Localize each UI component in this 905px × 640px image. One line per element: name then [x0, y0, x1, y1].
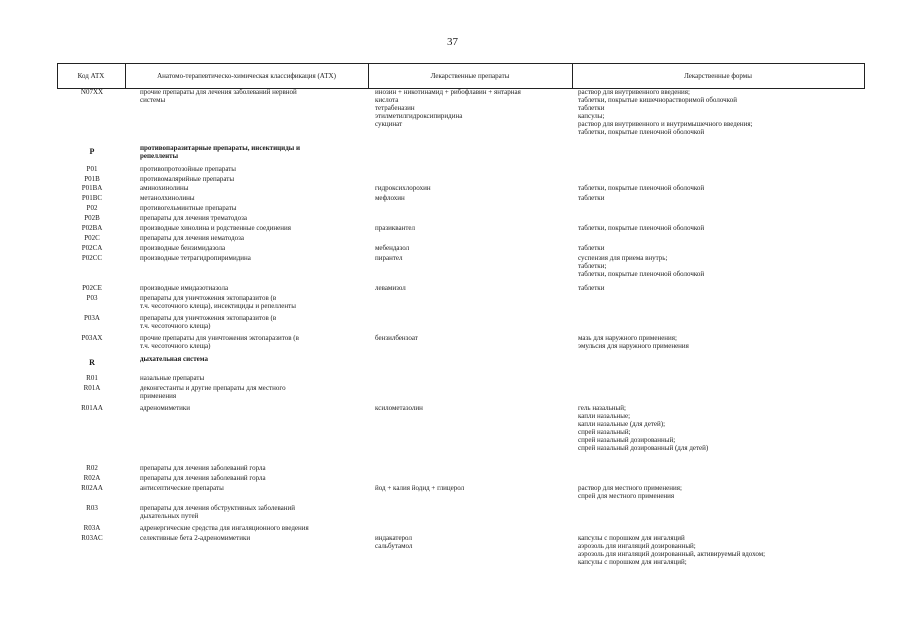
- atc-class-line: т.ч. чесоточного клеща): [140, 342, 211, 350]
- dosage-form: [578, 484, 858, 500]
- atc-class-line: системы: [140, 96, 166, 104]
- dosage-form-line: аэрозоль для ингаляций дозированный, активируемый вдохом;: [578, 550, 766, 558]
- dosage-form-line: раствор для внутривенного и внутримышечного введения;: [578, 120, 753, 128]
- atc-code: P01BC: [81, 194, 103, 202]
- atc-code: R02AA: [81, 484, 103, 492]
- atc-class: [140, 284, 345, 292]
- dosage-form-line: таблетки, покрытые пленочной оболочкой: [578, 270, 705, 278]
- atc-code: P01B: [84, 175, 100, 183]
- atc-class-line: производные тетрагидропиримидина: [140, 254, 251, 262]
- drug-name: [375, 484, 565, 492]
- drug-name-line: ксилометазолин: [375, 404, 423, 412]
- col-divider: [864, 63, 865, 88]
- atc-class: [140, 384, 345, 400]
- drug-name: [375, 194, 565, 202]
- drug-name-line: пирантел: [375, 254, 403, 262]
- atc-code: R02A: [83, 474, 101, 482]
- atc-class-line: селективные бета 2-адреномиметики: [140, 534, 251, 542]
- dosage-form-line: эмульсия для наружного применения: [578, 342, 689, 350]
- dosage-form-line: суспензия для приема внутрь;: [578, 254, 668, 262]
- atc-class: [140, 484, 345, 492]
- section-letter: R: [89, 358, 95, 367]
- dosage-form-line: таблетки, покрытые пленочной оболочкой: [578, 128, 705, 136]
- dosage-form-line: спрей для местного применения: [578, 492, 675, 500]
- drug-name-line: мебендазол: [375, 244, 410, 252]
- atc-class-line: аминохинолины: [140, 184, 189, 192]
- dosage-form: [578, 244, 858, 252]
- dosage-form: [578, 284, 858, 292]
- atc-code: P01BA: [81, 184, 103, 192]
- atc-class-line: противопаразитарные препараты, инсектициды и: [140, 144, 300, 152]
- atc-code: R01: [86, 374, 98, 382]
- atc-code: P03: [86, 294, 98, 302]
- atc-class: [140, 234, 345, 242]
- dosage-form-line: аэрозоль для ингаляций дозированный;: [578, 542, 696, 550]
- drug-name: [375, 244, 565, 252]
- dosage-form: [578, 254, 858, 278]
- atc-code: P03AX: [81, 334, 103, 342]
- atc-code: R02: [86, 464, 98, 472]
- drug-name-line: кислота: [375, 96, 399, 104]
- atc-class: [140, 534, 345, 542]
- atc-class-line: препараты для уничтожения эктопаразитов (в: [140, 294, 277, 302]
- drug-name-line: йод + калия йодид + глицерол: [375, 484, 465, 492]
- atc-class-line: прочие препараты для уничтожения эктопаразитов (в: [140, 334, 299, 342]
- dosage-form-line: таблетки, покрытые пленочной оболочкой: [578, 184, 705, 192]
- dosage-form: [578, 184, 858, 192]
- dosage-form-line: спрей назальный дозированный;: [578, 436, 676, 444]
- dosage-form-line: гель назальный;: [578, 404, 626, 412]
- header-drugs: Лекарственные препараты: [430, 71, 510, 80]
- drug-name-line: мефлохин: [375, 194, 405, 202]
- drug-name-line: левамизол: [375, 284, 406, 292]
- atc-class-line: прочие препараты для лечения заболеваний нервной: [140, 88, 297, 96]
- atc-code: R03AC: [81, 534, 103, 542]
- atc-code: P02B: [84, 214, 100, 222]
- section-letter: P: [89, 147, 95, 156]
- dosage-form-line: таблетки, покрытые кишечнорастворимой оболочкой: [578, 96, 737, 104]
- dosage-form: [578, 224, 858, 232]
- atc-code: R03: [86, 504, 98, 512]
- atc-class: [140, 314, 345, 330]
- dosage-form: [578, 334, 858, 350]
- dosage-form-line: капли назальные (для детей);: [578, 420, 666, 428]
- atc-class: [140, 144, 345, 160]
- atc-code: N07XX: [80, 88, 104, 96]
- dosage-form-line: таблетки: [578, 194, 605, 202]
- dosage-form-line: спрей назальный дозированный (для детей): [578, 444, 709, 452]
- atc-class-line: антисептические препараты: [140, 484, 224, 492]
- atc-class: [140, 165, 345, 173]
- atc-class-line: применения: [140, 392, 177, 400]
- dosage-form-line: спрей назальный;: [578, 428, 631, 436]
- dosage-form-line: капсулы с порошком для ингаляций: [578, 534, 685, 542]
- drug-name-line: сальбутамол: [375, 542, 413, 550]
- dosage-form: [578, 88, 858, 136]
- dosage-form-line: капсулы с порошком для ингаляций;: [578, 558, 687, 566]
- drug-name: [375, 254, 565, 262]
- drug-name: [375, 534, 565, 550]
- atc-class: [140, 254, 345, 262]
- header-class: Анатомо-терапевтическо-химическая классификация (АТХ): [157, 71, 336, 80]
- atc-class-line: противомалярийные препараты: [140, 175, 235, 183]
- dosage-form-line: раствор для внутривенного введения;: [578, 88, 690, 96]
- atc-class-line: т.ч. чесоточного клеща): [140, 322, 211, 330]
- dosage-form: [578, 194, 858, 202]
- dosage-form-line: мазь для наружного применения;: [578, 334, 677, 342]
- drug-name: [375, 284, 565, 292]
- atc-code: R01AA: [81, 404, 103, 412]
- atc-class: [140, 194, 345, 202]
- atc-class-line: дыхательных путей: [140, 512, 199, 520]
- atc-code: P03A: [84, 314, 100, 322]
- atc-class: [140, 88, 345, 104]
- atc-class-line: назальные препараты: [140, 374, 205, 382]
- drug-name-line: инозин + никотинамид + рибофлавин + янтарная: [375, 88, 521, 96]
- drug-name: [375, 88, 565, 128]
- atc-class-line: адреномиметики: [140, 404, 191, 412]
- atc-class: [140, 355, 345, 363]
- atc-class: [140, 504, 345, 520]
- atc-class: [140, 204, 345, 212]
- atc-class: [140, 224, 345, 232]
- dosage-form-line: таблетки;: [578, 262, 607, 270]
- atc-class-line: препараты для уничтожения эктопаразитов (в: [140, 314, 277, 322]
- dosage-form: [578, 534, 858, 566]
- dosage-form-line: таблетки: [578, 104, 605, 112]
- dosage-form-line: капли назальные;: [578, 412, 631, 420]
- atc-class-line: препараты для лечения заболеваний горла: [140, 474, 266, 482]
- atc-class-line: метанолхинолины: [140, 194, 195, 202]
- atc-class-line: адренергические средства для ингаляционного введения: [140, 524, 309, 532]
- drug-name-line: бензилбензоат: [375, 334, 418, 342]
- atc-code: P02BA: [81, 224, 103, 232]
- page-number: 37: [447, 36, 458, 48]
- dosage-form-line: таблетки, покрытые пленочной оболочкой: [578, 224, 705, 232]
- atc-code: R01A: [83, 384, 101, 392]
- atc-class: [140, 244, 345, 252]
- atc-class-line: деконгестанты и другие препараты для местного: [140, 384, 286, 392]
- atc-class-line: противопротозойные препараты: [140, 165, 237, 173]
- atc-code: P02C: [84, 234, 100, 242]
- header-code: Код АТХ: [77, 71, 105, 80]
- atc-code: R03A: [83, 524, 101, 532]
- dosage-form-line: таблетки: [578, 284, 605, 292]
- dosage-form-line: раствор для местного применения;: [578, 484, 682, 492]
- atc-code: P02: [86, 204, 98, 212]
- atc-class: [140, 294, 345, 310]
- atc-class-line: противогельминтные препараты: [140, 204, 237, 212]
- atc-class: [140, 404, 345, 412]
- atc-class-line: препараты для лечения заболеваний горла: [140, 464, 266, 472]
- drug-name-line: сукцинат: [375, 120, 403, 128]
- atc-code: P02CE: [82, 284, 102, 292]
- drug-name-line: гидроксихлорохин: [375, 184, 431, 192]
- drug-name: [375, 224, 565, 232]
- dosage-form-line: таблетки: [578, 244, 605, 252]
- drug-name-line: этилметилгидроксипиридина: [375, 112, 463, 120]
- atc-class: [140, 464, 345, 472]
- drug-name: [375, 184, 565, 192]
- drug-name-line: тетрабеназин: [375, 104, 415, 112]
- atc-class: [140, 524, 345, 532]
- atc-class: [140, 374, 345, 382]
- atc-code: P02CA: [81, 244, 103, 252]
- atc-class-line: т.ч. чесоточного клеща), инсектициды и репелленты: [140, 302, 296, 310]
- atc-class: [140, 175, 345, 183]
- atc-class-line: препараты для лечения трематодоза: [140, 214, 247, 222]
- atc-class-line: производные бензимидазола: [140, 244, 226, 252]
- atc-class: [140, 184, 345, 192]
- atc-class-line: препараты для лечения нематодоза: [140, 234, 245, 242]
- drug-name: [375, 404, 565, 412]
- drug-name: [375, 334, 565, 342]
- atc-class-line: препараты для лечения обструктивных заболеваний: [140, 504, 296, 512]
- dosage-form-line: капсулы;: [578, 112, 605, 120]
- header-forms: Лекарственные формы: [684, 71, 752, 80]
- atc-code: P01: [86, 165, 98, 173]
- atc-code: P02CC: [81, 254, 103, 262]
- drug-name-line: индакатерол: [375, 534, 412, 542]
- atc-class-line: производные хинолина и родственные соединения: [140, 224, 291, 232]
- atc-class: [140, 334, 345, 350]
- atc-class: [140, 214, 345, 222]
- atc-class-line: дыхательная система: [140, 355, 208, 363]
- drug-name-line: празиквантел: [375, 224, 415, 232]
- atc-class: [140, 474, 345, 482]
- dosage-form: [578, 404, 858, 452]
- atc-class-line: производные имидазотиазола: [140, 284, 229, 292]
- atc-class-line: репелленты: [140, 152, 179, 160]
